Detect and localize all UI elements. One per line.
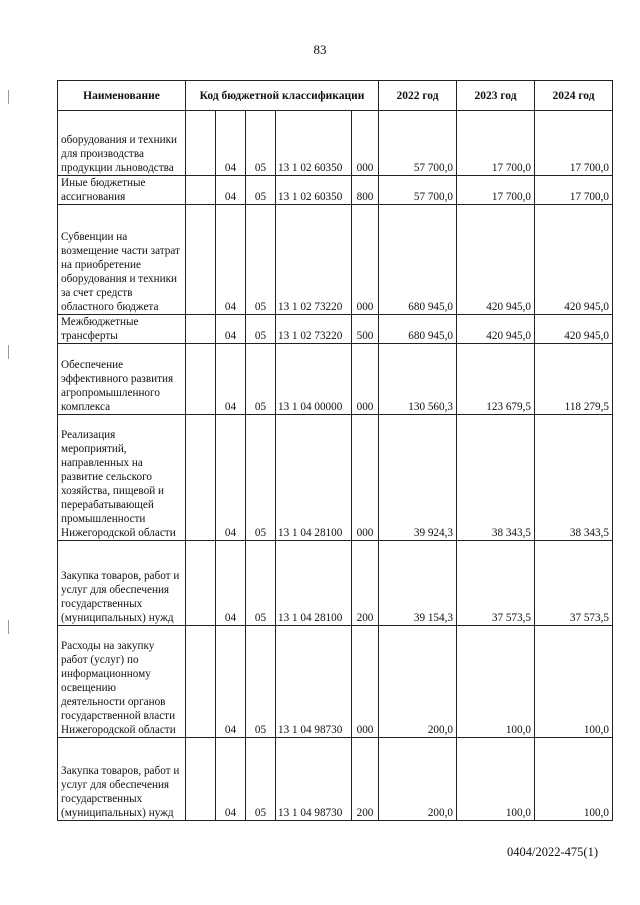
row-section-code: 04 bbox=[216, 205, 246, 315]
table-row bbox=[58, 111, 613, 176]
row-target-code: 13 1 04 98730 bbox=[276, 626, 352, 738]
table-header-row bbox=[58, 81, 613, 111]
row-ministry-code bbox=[186, 176, 216, 205]
row-ministry-code bbox=[186, 626, 216, 738]
row-ministry-code bbox=[186, 344, 216, 415]
row-expense-code: 500 bbox=[352, 315, 379, 344]
row-expense-code: 200 bbox=[352, 738, 379, 821]
row-amount-2024: 100,0 bbox=[535, 626, 613, 738]
row-subsection-code: 05 bbox=[246, 205, 276, 315]
row-ministry-code bbox=[186, 541, 216, 626]
header-2022: 2022 год bbox=[379, 81, 457, 111]
row-amount-2022: 680 945,0 bbox=[379, 205, 457, 315]
row-amount-2024: 420 945,0 bbox=[535, 205, 613, 315]
row-amount-2024: 100,0 bbox=[535, 738, 613, 821]
header-name: Наименование bbox=[58, 81, 186, 111]
row-subsection-code: 05 bbox=[246, 111, 276, 176]
row-name: Иные бюджетные ассигнования bbox=[58, 176, 186, 205]
row-amount-2022: 200,0 bbox=[379, 626, 457, 738]
row-amount-2024: 38 343,5 bbox=[535, 415, 613, 541]
row-amount-2022: 57 700,0 bbox=[379, 176, 457, 205]
row-expense-code: 800 bbox=[352, 176, 379, 205]
row-target-code: 13 1 02 60350 bbox=[276, 111, 352, 176]
row-expense-code: 000 bbox=[352, 205, 379, 315]
row-amount-2023: 420 945,0 bbox=[457, 315, 535, 344]
margin-mark bbox=[8, 90, 9, 104]
row-section-code: 04 bbox=[216, 415, 246, 541]
row-ministry-code bbox=[186, 111, 216, 176]
row-target-code: 13 1 02 73220 bbox=[276, 205, 352, 315]
row-name: Закупка товаров, работ и услуг для обеспечения государственных (муниципальных) нужд bbox=[58, 541, 186, 626]
row-ministry-code bbox=[186, 205, 216, 315]
row-amount-2022: 39 924,3 bbox=[379, 415, 457, 541]
row-subsection-code: 05 bbox=[246, 344, 276, 415]
row-target-code: 13 1 04 00000 bbox=[276, 344, 352, 415]
row-subsection-code: 05 bbox=[246, 738, 276, 821]
row-amount-2023: 37 573,5 bbox=[457, 541, 535, 626]
table-row bbox=[58, 315, 613, 344]
row-amount-2024: 420 945,0 bbox=[535, 315, 613, 344]
row-amount-2022: 57 700,0 bbox=[379, 111, 457, 176]
row-amount-2024: 37 573,5 bbox=[535, 541, 613, 626]
row-target-code: 13 1 04 28100 bbox=[276, 415, 352, 541]
row-amount-2023: 17 700,0 bbox=[457, 176, 535, 205]
row-target-code: 13 1 02 73220 bbox=[276, 315, 352, 344]
table-row bbox=[58, 205, 613, 315]
row-amount-2024: 17 700,0 bbox=[535, 111, 613, 176]
row-section-code: 04 bbox=[216, 626, 246, 738]
row-name: Закупка товаров, работ и услуг для обеспечения государственных (муниципальных) нужд bbox=[58, 738, 186, 821]
row-name: Расходы на закупку работ (услуг) по информационному освещению деятельности органов государственной власти Нижегородской области bbox=[58, 626, 186, 738]
row-subsection-code: 05 bbox=[246, 626, 276, 738]
table-row bbox=[58, 738, 613, 821]
row-expense-code: 000 bbox=[352, 344, 379, 415]
header-budget-code: Код бюджетной классификации bbox=[186, 81, 379, 111]
row-section-code: 04 bbox=[216, 315, 246, 344]
row-amount-2023: 17 700,0 bbox=[457, 111, 535, 176]
budget-table bbox=[57, 80, 613, 821]
row-ministry-code bbox=[186, 738, 216, 821]
row-expense-code: 000 bbox=[352, 415, 379, 541]
row-amount-2022: 200,0 bbox=[379, 738, 457, 821]
table-row bbox=[58, 541, 613, 626]
row-amount-2023: 100,0 bbox=[457, 626, 535, 738]
row-section-code: 04 bbox=[216, 541, 246, 626]
row-amount-2022: 39 154,3 bbox=[379, 541, 457, 626]
row-amount-2023: 420 945,0 bbox=[457, 205, 535, 315]
row-expense-code: 000 bbox=[352, 626, 379, 738]
header-2023: 2023 год bbox=[457, 81, 535, 111]
row-subsection-code: 05 bbox=[246, 415, 276, 541]
row-name: Обеспечение эффективного развития агропромышленного комплекса bbox=[58, 344, 186, 415]
row-section-code: 04 bbox=[216, 176, 246, 205]
table-row bbox=[58, 176, 613, 205]
row-section-code: 04 bbox=[216, 344, 246, 415]
row-amount-2023: 38 343,5 bbox=[457, 415, 535, 541]
row-amount-2022: 130 560,3 bbox=[379, 344, 457, 415]
row-amount-2023: 123 679,5 bbox=[457, 344, 535, 415]
row-target-code: 13 1 02 60350 bbox=[276, 176, 352, 205]
row-subsection-code: 05 bbox=[246, 541, 276, 626]
row-section-code: 04 bbox=[216, 738, 246, 821]
row-target-code: 13 1 04 28100 bbox=[276, 541, 352, 626]
margin-mark bbox=[8, 345, 9, 359]
margin-mark bbox=[8, 620, 9, 634]
document-code: 0404/2022-475(1) bbox=[507, 845, 598, 859]
row-name: Реализация мероприятий, направленных на развитие сельского хозяйства, пищевой и перерабатывающей промышленности Нижегородской области bbox=[58, 415, 186, 541]
row-ministry-code bbox=[186, 415, 216, 541]
row-name: Субвенции на возмещение части затрат на приобретение оборудования и техники за счет средств областного бюджета bbox=[58, 205, 186, 315]
page-number: 83 bbox=[313, 42, 327, 57]
row-amount-2024: 118 279,5 bbox=[535, 344, 613, 415]
row-ministry-code bbox=[186, 315, 216, 344]
row-amount-2024: 17 700,0 bbox=[535, 176, 613, 205]
row-target-code: 13 1 04 98730 bbox=[276, 738, 352, 821]
row-name: оборудования и техники для производства продукции льноводства bbox=[58, 111, 186, 176]
row-amount-2023: 100,0 bbox=[457, 738, 535, 821]
row-subsection-code: 05 bbox=[246, 176, 276, 205]
row-subsection-code: 05 bbox=[246, 315, 276, 344]
table-body bbox=[58, 111, 613, 821]
table-row bbox=[58, 415, 613, 541]
row-name: Межбюджетные трансферты bbox=[58, 315, 186, 344]
table-row bbox=[58, 344, 613, 415]
header-2024: 2024 год bbox=[535, 81, 613, 111]
row-expense-code: 000 bbox=[352, 111, 379, 176]
row-section-code: 04 bbox=[216, 111, 246, 176]
row-expense-code: 200 bbox=[352, 541, 379, 626]
table-row bbox=[58, 626, 613, 738]
row-amount-2022: 680 945,0 bbox=[379, 315, 457, 344]
